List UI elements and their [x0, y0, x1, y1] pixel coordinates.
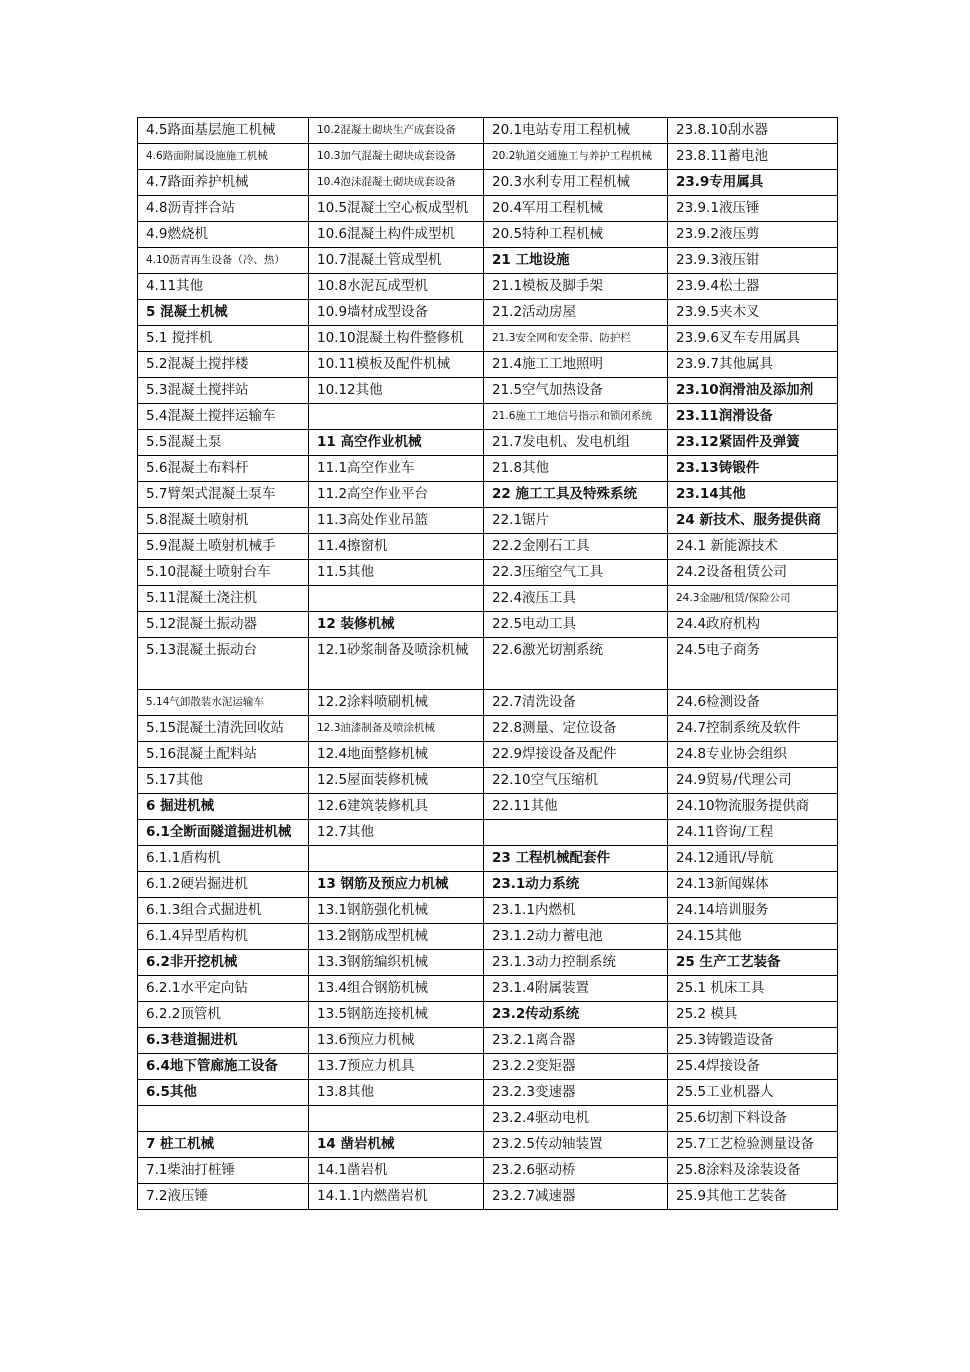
- table-cell: 23.1动力系统: [484, 872, 668, 898]
- table-cell: 5 混凝土机械: [138, 300, 309, 326]
- table-cell: 23.2.6驱动桥: [484, 1158, 668, 1184]
- table-cell: 24.4政府机构: [668, 612, 838, 638]
- table-row: [138, 820, 838, 846]
- table-cell: 24.5电子商务: [668, 638, 838, 690]
- table-cell: 7.2液压锤: [138, 1184, 309, 1210]
- table-cell: 24.9贸易/代理公司: [668, 768, 838, 794]
- table-row: [138, 1080, 838, 1106]
- table-cell: 25.2 模具: [668, 1002, 838, 1028]
- table-cell: 23.9.4松土器: [668, 274, 838, 300]
- table-cell: 12.7其他: [309, 820, 484, 846]
- table-cell: [138, 1106, 309, 1132]
- table-cell: 12.1砂浆制备及喷涂机械: [309, 638, 484, 690]
- table-row: [138, 274, 838, 300]
- table-cell: 6.3巷道掘进机: [138, 1028, 309, 1054]
- table-cell: 25.4焊接设备: [668, 1054, 838, 1080]
- table-cell: 13.5钢筋连接机械: [309, 1002, 484, 1028]
- table-cell: 24 新技术、服务提供商: [668, 508, 838, 534]
- table-cell: 25.8涂料及涂装设备: [668, 1158, 838, 1184]
- table-cell: 13.4组合钢筋机械: [309, 976, 484, 1002]
- table-cell: 21.2活动房屋: [484, 300, 668, 326]
- table-row: [138, 794, 838, 820]
- table-cell: 25.6切割下料设备: [668, 1106, 838, 1132]
- table-cell: [309, 1106, 484, 1132]
- table-row: [138, 118, 838, 144]
- table-cell: 4.10沥青再生设备（冷、热）: [138, 248, 309, 274]
- table-cell: 11.2高空作业平台: [309, 482, 484, 508]
- table-row: [138, 898, 838, 924]
- table-cell: 21.3安全网和安全带、防护栏: [484, 326, 668, 352]
- table-cell: 23.8.10刮水器: [668, 118, 838, 144]
- table-cell: 21.4施工工地照明: [484, 352, 668, 378]
- table-cell: 6.2.1水平定向钻: [138, 976, 309, 1002]
- table-cell: 5.2混凝土搅拌楼: [138, 352, 309, 378]
- table-row: [138, 1132, 838, 1158]
- table-cell: 22.1锯片: [484, 508, 668, 534]
- table-cell: 21.1模板及脚手架: [484, 274, 668, 300]
- table-row: [138, 300, 838, 326]
- table-row: [138, 1002, 838, 1028]
- table-cell: 7 桩工机械: [138, 1132, 309, 1158]
- table-cell: 23.1.2动力蓄电池: [484, 924, 668, 950]
- table-row: [138, 716, 838, 742]
- table-cell: 10.4泡沫混凝土砌块成套设备: [309, 170, 484, 196]
- table-cell: 25.1 机床工具: [668, 976, 838, 1002]
- table-cell: 10.10混凝土构件整修机: [309, 326, 484, 352]
- table-row: [138, 872, 838, 898]
- table-cell: 23.2.7减速器: [484, 1184, 668, 1210]
- table-row: [138, 222, 838, 248]
- table-cell: 5.12混凝土振动器: [138, 612, 309, 638]
- table-cell: 5.10混凝土喷射台车: [138, 560, 309, 586]
- table-cell: 24.13新闻媒体: [668, 872, 838, 898]
- table-cell: 4.7路面养护机械: [138, 170, 309, 196]
- table-cell: 4.5路面基层施工机械: [138, 118, 309, 144]
- table-cell: 25 生产工艺装备: [668, 950, 838, 976]
- table-cell: 13.1钢筋强化机械: [309, 898, 484, 924]
- table-cell: 11.1高空作业车: [309, 456, 484, 482]
- table-cell: 6.1.3组合式掘进机: [138, 898, 309, 924]
- table-cell: 23.9专用属具: [668, 170, 838, 196]
- table-cell: 4.11其他: [138, 274, 309, 300]
- table-cell: 5.17其他: [138, 768, 309, 794]
- table-row: [138, 586, 838, 612]
- table-cell: 13.3钢筋编织机械: [309, 950, 484, 976]
- table-cell: 24.15其他: [668, 924, 838, 950]
- table-cell: 21.7发电机、发电机组: [484, 430, 668, 456]
- table-row: [138, 612, 838, 638]
- table-cell: 5.4混凝土搅拌运输车: [138, 404, 309, 430]
- table-cell: 11.4擦窗机: [309, 534, 484, 560]
- table-cell: 23.2.2变矩器: [484, 1054, 668, 1080]
- table-cell: 24.12通讯/导航: [668, 846, 838, 872]
- table-cell: 13.6预应力机械: [309, 1028, 484, 1054]
- table-row: [138, 196, 838, 222]
- table-cell: 10.6混凝土构件成型机: [309, 222, 484, 248]
- table-cell: 23.2.3变速器: [484, 1080, 668, 1106]
- table-cell: 5.13混凝土振动台: [138, 638, 309, 690]
- table-cell: 23.2.1离合器: [484, 1028, 668, 1054]
- table-cell: 23.1.3动力控制系统: [484, 950, 668, 976]
- table-row: [138, 534, 838, 560]
- table-cell: 20.3水利专用工程机械: [484, 170, 668, 196]
- table-cell: 13.8其他: [309, 1080, 484, 1106]
- table-cell: 12.5屋面装修机械: [309, 768, 484, 794]
- table-cell: 23.9.3液压钳: [668, 248, 838, 274]
- table-row: [138, 248, 838, 274]
- table-cell: 12.4地面整修机械: [309, 742, 484, 768]
- table-cell: 22.6激光切割系统: [484, 638, 668, 690]
- table-cell: 4.8沥青拌合站: [138, 196, 309, 222]
- table-cell: 12 装修机械: [309, 612, 484, 638]
- table-cell: 23.8.11蓄电池: [668, 144, 838, 170]
- table-cell: 22.4液压工具: [484, 586, 668, 612]
- table-row: [138, 846, 838, 872]
- table-cell: 23.2传动系统: [484, 1002, 668, 1028]
- table-row: [138, 768, 838, 794]
- table-cell: [309, 404, 484, 430]
- table-cell: 20.1电站专用工程机械: [484, 118, 668, 144]
- table-cell: 5.14气卸散装水泥运输车: [138, 690, 309, 716]
- table-cell: 20.4军用工程机械: [484, 196, 668, 222]
- table-cell: 23.2.5传动轴装置: [484, 1132, 668, 1158]
- table-row: [138, 742, 838, 768]
- equipment-category-table: [137, 117, 838, 1210]
- table-row: [138, 508, 838, 534]
- table-cell: 6.4地下管廊施工设备: [138, 1054, 309, 1080]
- table-cell: 24.2设备租赁公司: [668, 560, 838, 586]
- table-cell: 23.1.1内燃机: [484, 898, 668, 924]
- table-cell: 12.2涂料喷刷机械: [309, 690, 484, 716]
- table-row: [138, 950, 838, 976]
- table-cell: 25.7工艺检验测量设备: [668, 1132, 838, 1158]
- table-cell: 5.1 搅拌机: [138, 326, 309, 352]
- table-row: [138, 560, 838, 586]
- table-cell: 23.9.7其他属具: [668, 352, 838, 378]
- table-cell: 12.3油漆制备及喷涂机械: [309, 716, 484, 742]
- table-cell: 7.1柴油打桩锤: [138, 1158, 309, 1184]
- table-cell: 14.1.1内燃凿岩机: [309, 1184, 484, 1210]
- table-row: [138, 1106, 838, 1132]
- table-cell: 23.12紧固件及弹簧: [668, 430, 838, 456]
- table-row: [138, 170, 838, 196]
- table-cell: 24.10物流服务提供商: [668, 794, 838, 820]
- table-row: [138, 1054, 838, 1080]
- table-cell: 13.2钢筋成型机械: [309, 924, 484, 950]
- table-cell: 22.9焊接设备及配件: [484, 742, 668, 768]
- table-cell: 21.5空气加热设备: [484, 378, 668, 404]
- table-cell: 22.2金刚石工具: [484, 534, 668, 560]
- table-cell: 5.9混凝土喷射机械手: [138, 534, 309, 560]
- table-cell: 23 工程机械配套件: [484, 846, 668, 872]
- table-cell: 5.6混凝土布料杆: [138, 456, 309, 482]
- table-cell: 6.5其他: [138, 1080, 309, 1106]
- table-cell: 21 工地设施: [484, 248, 668, 274]
- table-row: [138, 430, 838, 456]
- table-cell: 10.12其他: [309, 378, 484, 404]
- table-cell: 10.8水泥瓦成型机: [309, 274, 484, 300]
- table-cell: 14.1凿岩机: [309, 1158, 484, 1184]
- table-cell: 6.2.2顶管机: [138, 1002, 309, 1028]
- table-cell: 5.5混凝土泵: [138, 430, 309, 456]
- table-cell: 24.1 新能源技术: [668, 534, 838, 560]
- table-cell: 6.2非开挖机械: [138, 950, 309, 976]
- table-cell: 21.6施工工地信号指示和锁闭系统: [484, 404, 668, 430]
- table-row: [138, 144, 838, 170]
- table-cell: 4.9燃烧机: [138, 222, 309, 248]
- table-cell: 22.3压缩空气工具: [484, 560, 668, 586]
- table-cell: 25.3铸锻造设备: [668, 1028, 838, 1054]
- table-cell: 10.7混凝土管成型机: [309, 248, 484, 274]
- table-row: [138, 404, 838, 430]
- table-cell: 22.5电动工具: [484, 612, 668, 638]
- table-cell: 10.5混凝土空心板成型机: [309, 196, 484, 222]
- table-row: [138, 690, 838, 716]
- table-cell: 24.6检测设备: [668, 690, 838, 716]
- table-cell: 10.11模板及配件机械: [309, 352, 484, 378]
- table-row: [138, 482, 838, 508]
- table-cell: 24.11咨询/工程: [668, 820, 838, 846]
- table-cell: 23.9.6叉车专用属具: [668, 326, 838, 352]
- table-cell: 24.7控制系统及软件: [668, 716, 838, 742]
- table-cell: 21.8其他: [484, 456, 668, 482]
- table-row: [138, 1158, 838, 1184]
- table-cell: [309, 586, 484, 612]
- table-cell: 23.14其他: [668, 482, 838, 508]
- table-cell: 10.9墙材成型设备: [309, 300, 484, 326]
- table-cell: 25.9其他工艺装备: [668, 1184, 838, 1210]
- table-cell: 12.6建筑装修机具: [309, 794, 484, 820]
- table-row: [138, 976, 838, 1002]
- table-cell: 22 施工工具及特殊系统: [484, 482, 668, 508]
- table-cell: 5.3混凝土搅拌站: [138, 378, 309, 404]
- table-cell: 5.11混凝土浇注机: [138, 586, 309, 612]
- table-cell: 6.1.2硬岩掘进机: [138, 872, 309, 898]
- table-cell: 23.13铸锻件: [668, 456, 838, 482]
- table-cell: 22.10空气压缩机: [484, 768, 668, 794]
- table-row: [138, 638, 838, 690]
- table-cell: 11.3高处作业吊篮: [309, 508, 484, 534]
- table-body: [138, 118, 838, 1210]
- table-cell: 23.9.1液压锤: [668, 196, 838, 222]
- table-cell: 23.10润滑油及添加剂: [668, 378, 838, 404]
- table-cell: 24.14培训服务: [668, 898, 838, 924]
- table-cell: 6.1全断面隧道掘进机械: [138, 820, 309, 846]
- table-cell: 20.5特种工程机械: [484, 222, 668, 248]
- table-cell: 10.2混凝土砌块生产成套设备: [309, 118, 484, 144]
- table-cell: 23.11润滑设备: [668, 404, 838, 430]
- table-cell: 14 凿岩机械: [309, 1132, 484, 1158]
- table-cell: 22.8测量、定位设备: [484, 716, 668, 742]
- table-row: [138, 924, 838, 950]
- table-cell: 13 钢筋及预应力机械: [309, 872, 484, 898]
- table-cell: 6 掘进机械: [138, 794, 309, 820]
- table-cell: 6.1.1盾构机: [138, 846, 309, 872]
- table-cell: 22.11其他: [484, 794, 668, 820]
- table-row: [138, 352, 838, 378]
- table-cell: 23.2.4驱动电机: [484, 1106, 668, 1132]
- table-cell: 13.7预应力机具: [309, 1054, 484, 1080]
- table-row: [138, 326, 838, 352]
- table-cell: 4.6路面附属设施施工机械: [138, 144, 309, 170]
- table-cell: 11.5其他: [309, 560, 484, 586]
- table-cell: 20.2轨道交通施工与养护工程机械: [484, 144, 668, 170]
- table-row: [138, 1184, 838, 1210]
- table-cell: 5.16混凝土配料站: [138, 742, 309, 768]
- table-cell: 24.8专业协会组织: [668, 742, 838, 768]
- table-cell: 11 高空作业机械: [309, 430, 484, 456]
- table-cell: [484, 820, 668, 846]
- table-cell: 23.1.4附属装置: [484, 976, 668, 1002]
- table-cell: 24.3金融/租赁/保险公司: [668, 586, 838, 612]
- table-cell: 23.9.5夹木叉: [668, 300, 838, 326]
- table-cell: 25.5工业机器人: [668, 1080, 838, 1106]
- table-cell: 5.8混凝土喷射机: [138, 508, 309, 534]
- table-cell: 23.9.2液压剪: [668, 222, 838, 248]
- table-row: [138, 378, 838, 404]
- table-cell: [309, 846, 484, 872]
- table-cell: 22.7清洗设备: [484, 690, 668, 716]
- table-cell: 10.3加气混凝土砌块成套设备: [309, 144, 484, 170]
- table-cell: 6.1.4异型盾构机: [138, 924, 309, 950]
- table-row: [138, 1028, 838, 1054]
- table-cell: 5.15混凝土清洗回收站: [138, 716, 309, 742]
- table-row: [138, 456, 838, 482]
- table-cell: 5.7臂架式混凝土泵车: [138, 482, 309, 508]
